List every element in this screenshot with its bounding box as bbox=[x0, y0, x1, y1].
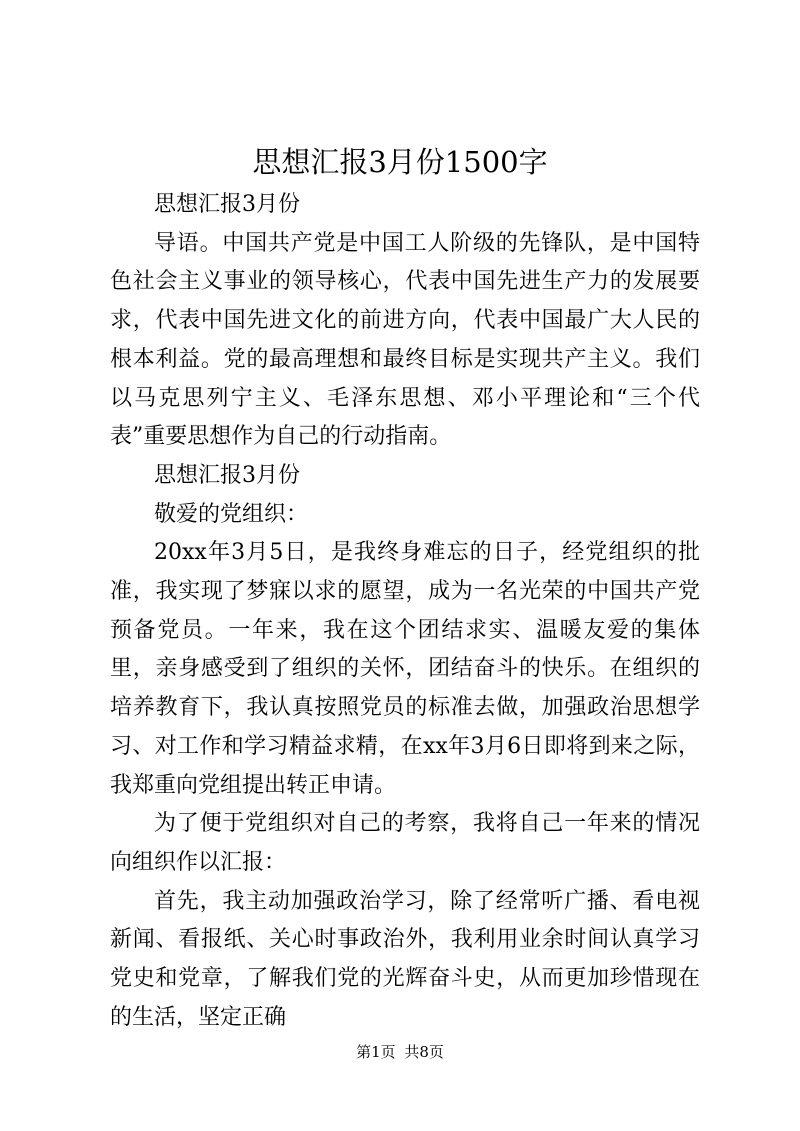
document-body bbox=[110, 186, 700, 1037]
page-footer bbox=[0, 1042, 800, 1062]
paragraph-salutation: 敬爱的党组织： bbox=[154, 501, 309, 527]
page-number: 第1页 bbox=[356, 1043, 396, 1061]
paragraph-intro: 导语。中国共产党是中国工人阶级的先锋队，是中国特色社会主义事业的领导核心，代表中国先进生产力的发展要求，代表中国先进文化的前进方向，代表中国最广大人民的根本利益。党的最高理想和最终目标是实现共产主义。我们以马克思列宁主义、毛泽东思想、邓小平理论和“三个代表”重要思想作为自己的行动指南。 bbox=[110, 230, 700, 450]
page-total: 共8页 bbox=[404, 1043, 444, 1061]
paragraph-body-2: 为了便于党组织对自己的考察，我将自己一年来的情况向组织作以汇报： bbox=[110, 811, 700, 875]
paragraph-body-3: 首先，我主动加强政治学习，除了经常听广播、看电视新闻、看报纸、关心时事政治外，我利用业余时间认真学习党史和党章，了解我们党的光辉奋斗史，从而更加珍惜现在的生活，坚定正确 bbox=[110, 888, 700, 1030]
document-title: 思想汇报3月份1500字 bbox=[252, 145, 548, 179]
paragraph-subtitle: 思想汇报3月份 bbox=[154, 192, 300, 217]
paragraph-subtitle-repeat: 思想汇报3月份 bbox=[154, 462, 300, 488]
paragraph-body-1: 20xx年3月5日，是我终身难忘的日子，经党组织的批准，我实现了梦寐以求的愿望，成为一名光荣的中国共产党预备党员。一年来，我在这个团结求实、温暖友爱的集体里，亲身感受到了组织的关怀，团结奋斗的快乐。在组织的培养教育下，我认真按照党员的标准去做，加强政治思想学习、对工作和学习精益求精，在xx年3月6日即将到来之际，我郑重向党组提出转正申请。 bbox=[110, 540, 700, 798]
